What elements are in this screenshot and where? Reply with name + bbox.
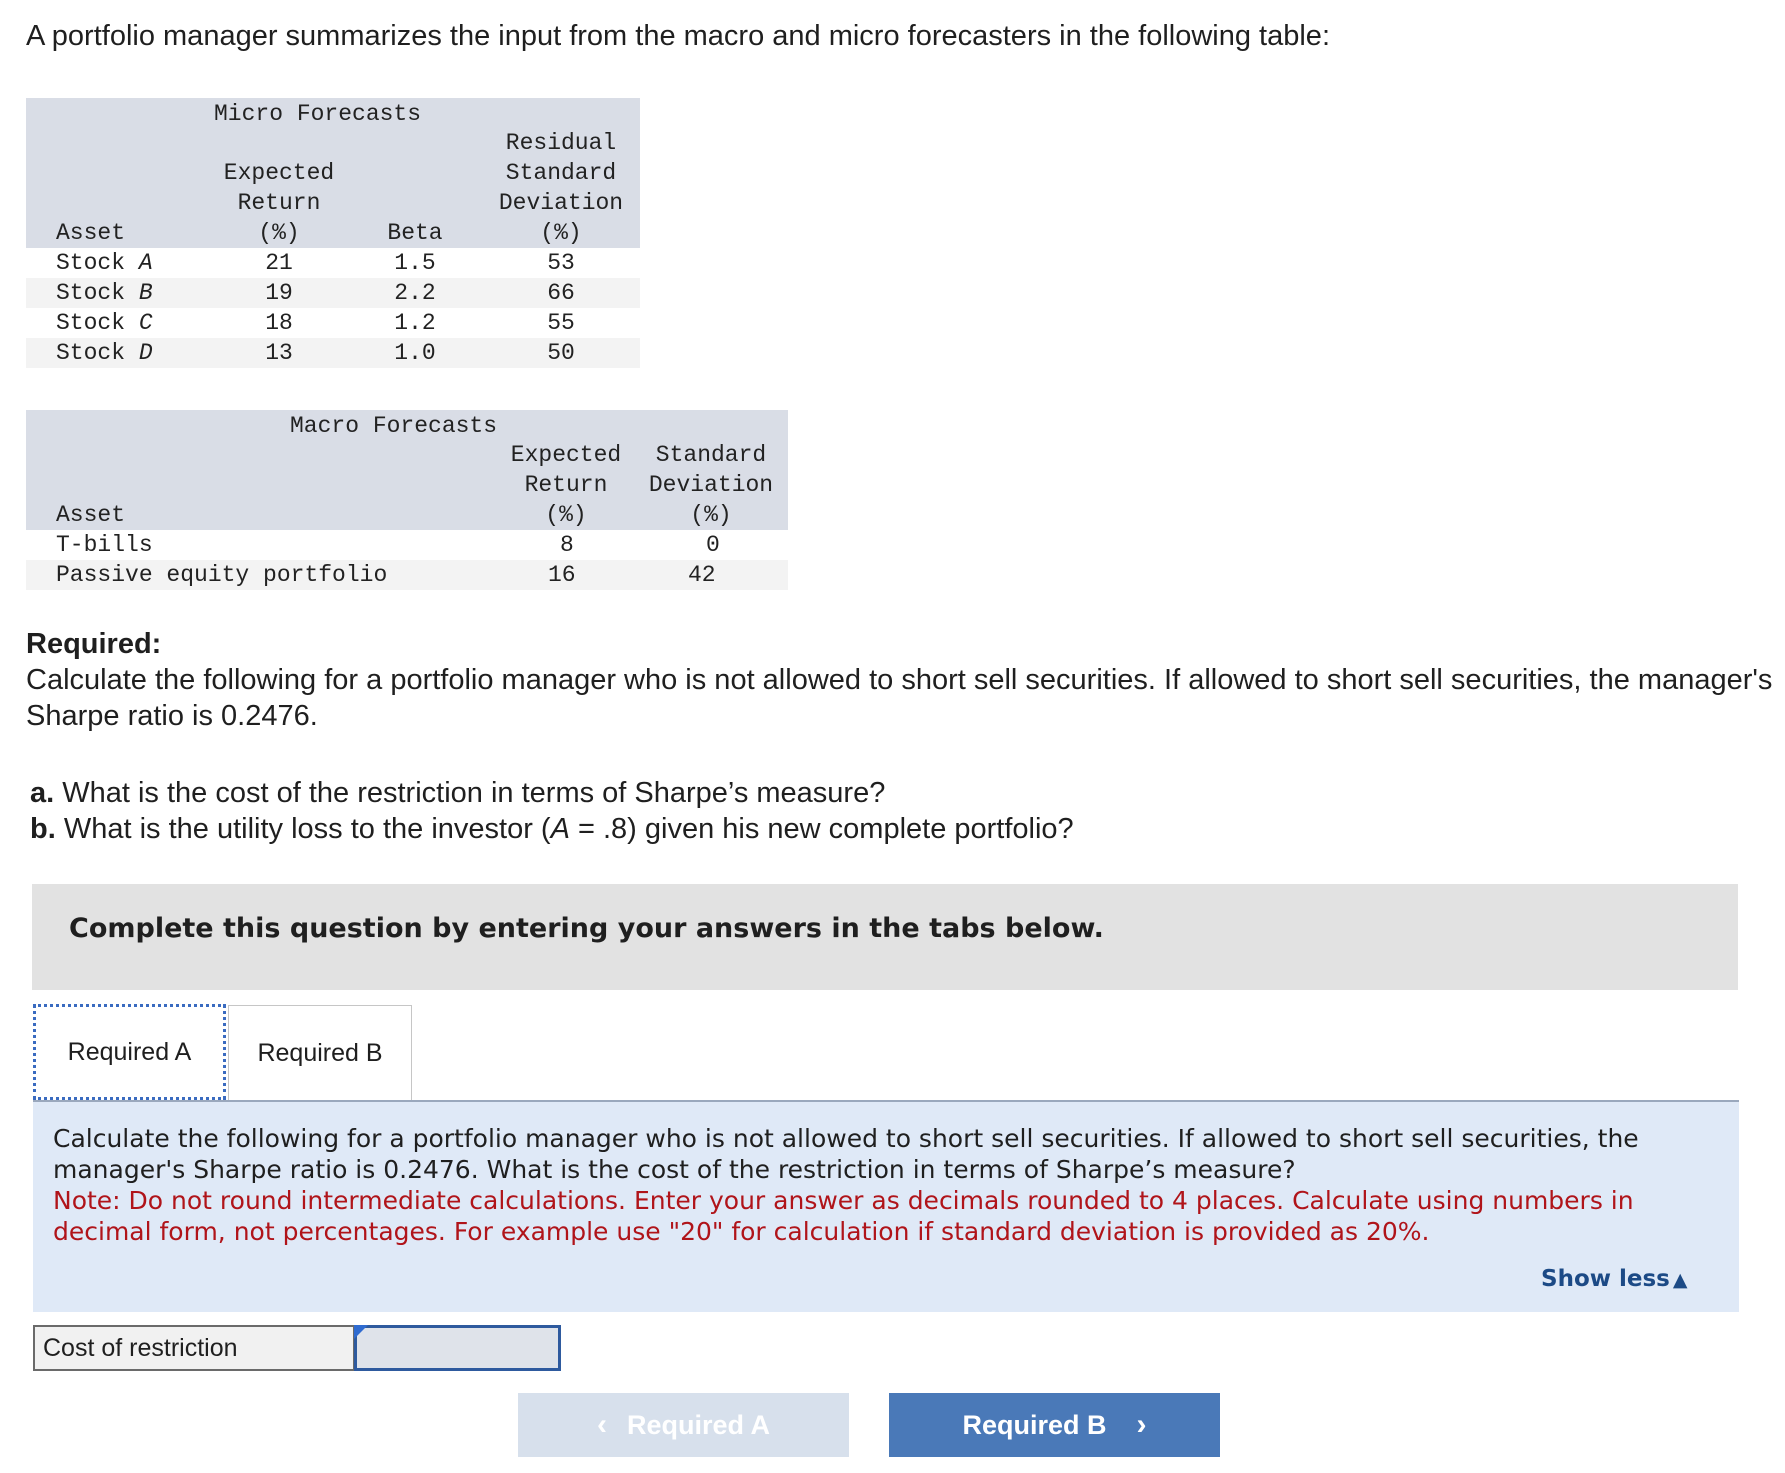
chevron-left-icon: ‹ bbox=[596, 1408, 607, 1441]
table-cell: 50 bbox=[547, 340, 575, 366]
micro-header-expected-2: Return bbox=[237, 190, 321, 216]
table-cell: 8 bbox=[560, 532, 574, 558]
micro-header-expected-1: Expected bbox=[223, 160, 335, 186]
table-cell: 2.2 bbox=[394, 280, 436, 306]
table-row-asset: Passive equity portfolio bbox=[56, 562, 388, 588]
complete-banner-text: Complete this question by entering your answers in the tabs below. bbox=[69, 913, 1104, 944]
macro-header-sd-2: Deviation bbox=[648, 472, 774, 498]
table-cell: 21 bbox=[265, 250, 293, 276]
macro-header-expected-2: Return bbox=[524, 472, 608, 498]
table-cell: 53 bbox=[547, 250, 575, 276]
cost-of-restriction-label: Cost of restriction bbox=[33, 1325, 355, 1371]
table-cell: 1.2 bbox=[394, 310, 436, 336]
macro-forecasts-table bbox=[26, 410, 788, 590]
table-cell: 66 bbox=[547, 280, 575, 306]
intro-text: A portfolio manager summarizes the input from the macro and micro forecasters in the following table: bbox=[26, 20, 1330, 52]
table-row-asset: Stock D bbox=[56, 340, 153, 366]
micro-header-asset: Asset bbox=[56, 220, 126, 246]
tab-required-a[interactable] bbox=[33, 1004, 226, 1100]
required-text: Calculate the following for a portfolio manager who is not allowed to short sell securities. If allowed to short sell securities, the manager's Sharpe ratio is 0.2476. bbox=[26, 664, 1773, 732]
macro-header-asset: Asset bbox=[56, 502, 126, 528]
prev-button-label: Required A bbox=[626, 1409, 770, 1440]
show-less-link[interactable] bbox=[1541, 1266, 1687, 1292]
table-row-asset: Stock B bbox=[56, 280, 153, 306]
micro-header-residual-3: Deviation bbox=[498, 190, 624, 216]
input-flag-icon bbox=[354, 1325, 368, 1339]
panel-text bbox=[53, 1123, 1733, 1247]
table-cell: 13 bbox=[265, 340, 293, 366]
table-row-asset: Stock A bbox=[56, 250, 153, 276]
panel-question: Calculate the following for a portfolio manager who is not allowed to short sell securities. If allowed to short sell securities, the manager's Sharpe ratio is 0.2476. What is the cost of the restriction in terms of Sharpe’s measure? bbox=[53, 1124, 1639, 1184]
table-cell: 0 bbox=[706, 532, 720, 558]
required-title: Required: bbox=[26, 628, 162, 660]
panel-note: Note: Do not round intermediate calculations. Enter your answer as decimals rounded to 4 places. Calculate using numbers in decimal form, not percentages. For example use "20" for calculation if standard deviation is provided as 20%. bbox=[53, 1186, 1634, 1246]
micro-forecasts-table bbox=[26, 98, 640, 368]
table-cell: 19 bbox=[265, 280, 293, 306]
micro-title: Micro Forecasts bbox=[214, 101, 422, 127]
tab-label: Required B bbox=[257, 1039, 383, 1067]
micro-header-residual-1: Residual bbox=[505, 130, 617, 156]
table-cell: 42 bbox=[688, 562, 716, 588]
micro-header-residual-2: Standard bbox=[505, 160, 617, 186]
table-row-asset: Stock C bbox=[56, 310, 153, 336]
macro-title: Macro Forecasts bbox=[290, 413, 498, 439]
prev-required-a-button[interactable] bbox=[518, 1393, 849, 1457]
macro-header-expected-3: (%) bbox=[545, 502, 587, 528]
next-required-b-button[interactable] bbox=[889, 1393, 1220, 1457]
table-cell: 18 bbox=[265, 310, 293, 336]
next-button-label: Required B bbox=[962, 1409, 1107, 1440]
micro-header-beta: Beta bbox=[387, 220, 443, 246]
chevron-right-icon: › bbox=[1136, 1408, 1147, 1441]
question-a: a. What is the cost of the restriction in terms of Sharpe’s measure? bbox=[30, 777, 886, 809]
table-cell: 55 bbox=[547, 310, 575, 336]
macro-header-sd-1: Standard bbox=[655, 442, 767, 468]
table-row-asset: T-bills bbox=[56, 532, 153, 558]
macro-header-expected-1: Expected bbox=[510, 442, 622, 468]
tab-label: Required A bbox=[67, 1037, 192, 1066]
table-cell: 1.5 bbox=[394, 250, 436, 276]
cost-of-restriction-input[interactable] bbox=[357, 1328, 558, 1368]
micro-header-residual-4: (%) bbox=[540, 220, 582, 246]
table-cell: 16 bbox=[548, 562, 576, 588]
question-b: b. What is the utility loss to the investor (A = .8) given his new complete portfolio? bbox=[30, 813, 1074, 845]
questions bbox=[30, 775, 1074, 847]
micro-header-expected-3: (%) bbox=[258, 220, 300, 246]
cost-of-restriction-input-box[interactable] bbox=[354, 1325, 561, 1371]
show-less-label: Show less bbox=[1541, 1266, 1670, 1292]
tab-required-b[interactable] bbox=[228, 1005, 412, 1101]
table-cell: 1.0 bbox=[394, 340, 436, 366]
macro-header-sd-3: (%) bbox=[690, 502, 732, 528]
triangle-up-icon: ▲ bbox=[1672, 1269, 1688, 1291]
